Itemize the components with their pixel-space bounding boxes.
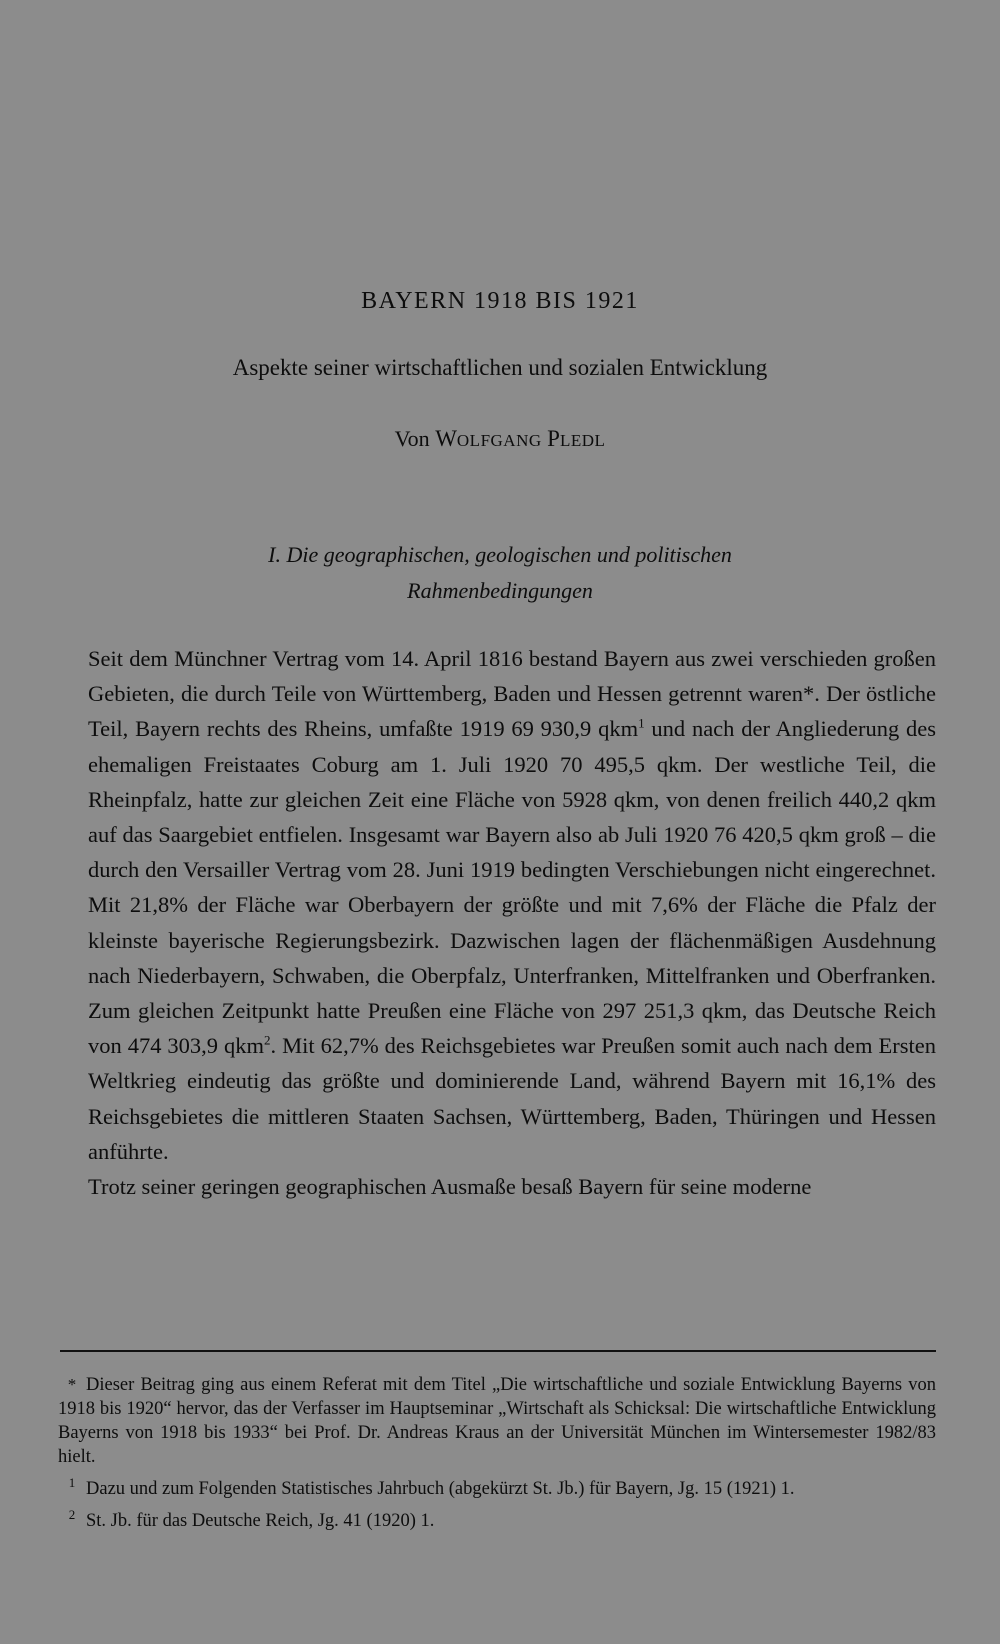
footnote-divider [60,1350,936,1352]
footnote-ref-1[interactable]: 1 [638,715,645,731]
footnote-text: Dieser Beitrag ging aus einem Referat mit dem Titel „Die wirtschaftliche und soziale Entwicklung Bayerns von 1918 bis 1920“ hervor, das der Verfasser im Hauptseminar „Wirtschaft als Schicksal: Die wirtschaftliche Entwicklung Bayerns von 1918 bis 1933“ bei Prof. Dr. Andreas Kraus an der Universität München im Wintersemester 1982/83 hielt. [58,1375,936,1467]
author-first-rest: OLFGANG [456,431,542,450]
section-heading [0,537,1000,609]
paragraph-1 [88,641,936,1169]
footnote-ref-2[interactable]: 2 [264,1032,271,1048]
footnotes [58,1373,936,1535]
footnote-star [58,1373,936,1469]
paragraph-2: Trotz seiner geringen geographischen Ausmaße besaß Bayern für seine moderne [88,1174,812,1200]
section-heading-line-2: Rahmenbedingungen [407,578,593,603]
author-last-initial: P [547,426,560,451]
paragraph-1-part-3: . Mit 62,7% des Reichsgebietes war Preußen somit auch nach dem Ersten Weltkrieg eindeutig das größte und dominierende Land, während Bayern mit 16,1% des Reichsgebietes die mittleren Staaten Sachsen, Württemberg, Baden, Thüringen und Hessen anführte. [88,1033,936,1164]
paragraph-1-part-1: Seit dem Münchner Vertrag vom 14. April 1816 bestand Bayern aus zwei verschieden großen Gebieten, die durch Teile von Württemberg, Baden und Hessen getrennt waren*. Der östliche Teil, Bayern rechts des Rheins, umfaßte 1919 69 930,9 qkm [88,646,936,742]
body-text [88,641,936,1204]
author-prefix: Von [394,426,430,451]
footnote-marker: * [67,1375,77,1394]
footnote-1 [58,1471,936,1501]
footnote-marker: 1 [68,1475,76,1490]
article-subtitle: Aspekte seiner wirtschaftlichen und sozialen Entwicklung [232,355,768,380]
section-heading-line-1: I. Die geographischen, geologischen und politischen [268,542,732,567]
author-first-initial: W [435,426,457,451]
footnote-text: St. Jb. für das Deutsche Reich, Jg. 41 (1920) 1. [86,1511,435,1532]
footnote-2 [58,1503,936,1533]
author-line [0,426,1000,452]
author-last-rest: LEDL [559,431,606,450]
footnote-marker: 2 [68,1507,76,1523]
footnote-text: Dazu und zum Folgenden Statistisches Jahrbuch (abgekürzt St. Jb.) für Bayern, Jg. 15 (1921) 1. [86,1479,795,1500]
paragraph-1-part-2: und nach der Angliederung des ehemaligen Freistaates Coburg am 1. Juli 1920 70 495,5 qkm. Der westliche Teil, die Rheinpfalz, hatte zur gleichen Zeit eine Fläche von 5928 qkm, von denen freilich 440,2 qkm auf das Saargebiet entfielen. Insgesamt war Bayern also ab Juli 1920 76 420,5 qkm groß – die durch den Versailler Vertrag vom 28. Juni 1919 bedingten Verschiebungen nicht eingerechnet. Mit 21,8% der Fläche war Oberbayern der größte und mit 7,6% der Fläche die Pfalz der kleinste bayerische Regierungsbezirk. Dazwischen lagen der flächenmäßigen Ausdehnung nach Niederbayern, Schwaben, die Oberpfalz, Unterfranken, Mittelfranken und Oberfranken. Zum gleichen Zeitpunkt hatte Preußen eine Fläche von 297 251,3 qkm, das Deutsche Reich von 474 303,9 qkm [88,716,937,1059]
article-title: BAYERN 1918 BIS 1921 [361,288,639,314]
